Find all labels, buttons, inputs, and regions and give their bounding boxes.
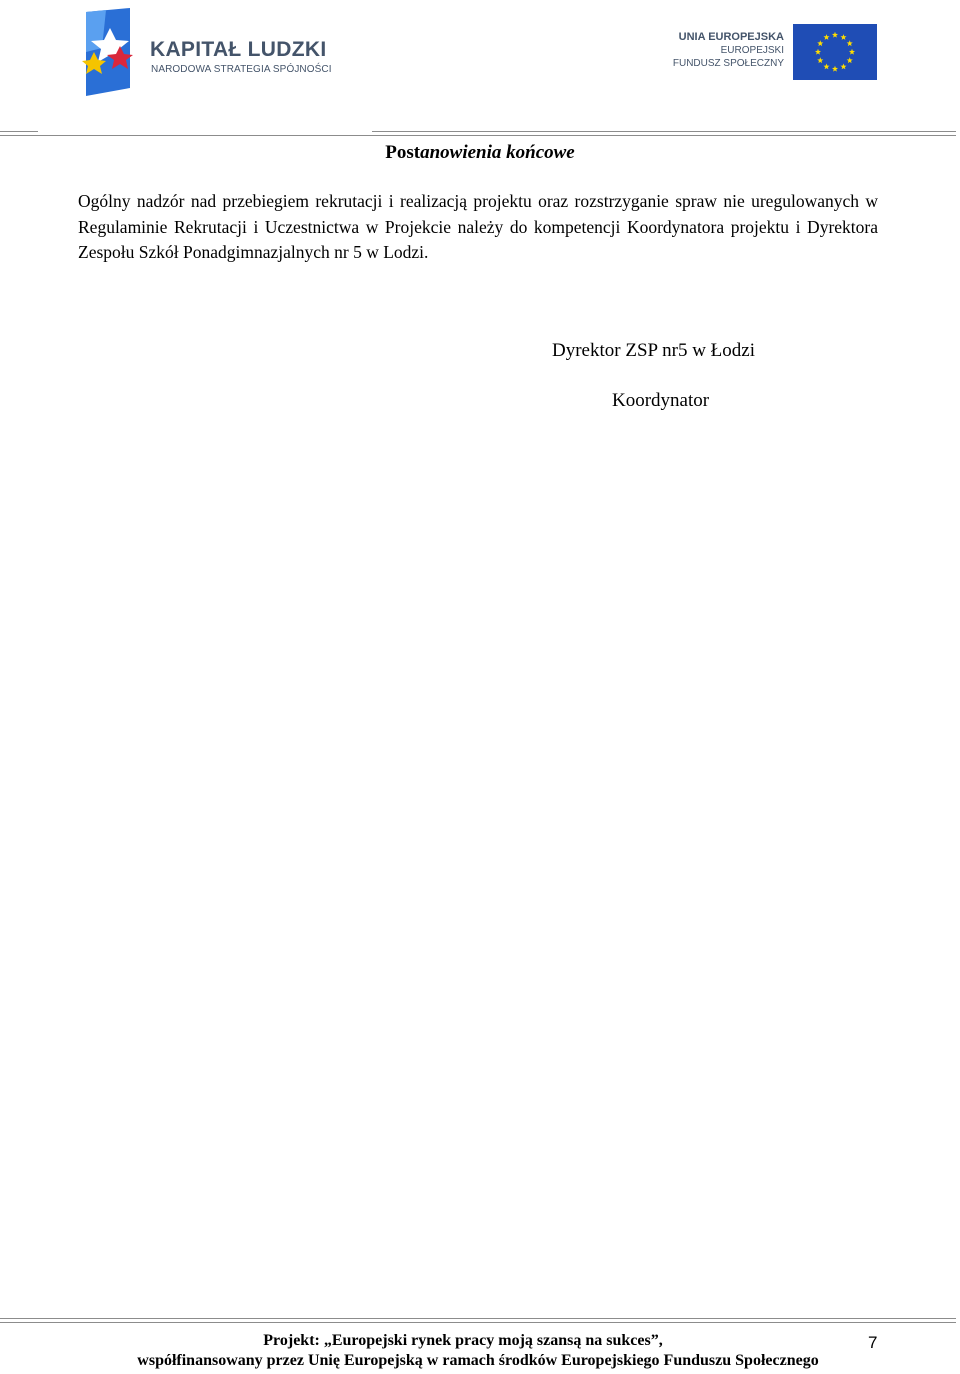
logo-title: KAPITAŁ LUDZKI xyxy=(150,38,327,61)
eu-logo-text xyxy=(673,30,784,70)
header-rule-left xyxy=(0,131,38,132)
footer-funding-line: współfinansowany przez Unię Europejską w ramach środków Europejskiego Funduszu Społecznego xyxy=(137,1352,819,1369)
eu-logo-line3: FUNDUSZ SPOŁECZNY xyxy=(672,58,784,69)
eu-logo-line2: EUROPEJSKI xyxy=(720,45,784,56)
logo-subtitle: NARODOWA STRATEGIA SPÓJNOŚCI xyxy=(151,64,332,75)
footer-project-line: Projekt: „Europejski rynek pracy moją szansą na sukces”, xyxy=(263,1332,663,1349)
footer-rule-bottom xyxy=(0,1322,956,1323)
eu-flag-icon xyxy=(793,24,877,80)
eu-social-fund-logo xyxy=(660,22,880,82)
section-title-part2: anowienia końcowe xyxy=(420,142,575,163)
header-rule-full xyxy=(0,135,956,136)
eu-logo-line1: UNIA EUROPEJSKA xyxy=(678,31,784,43)
header-rule-main xyxy=(372,131,956,132)
section-title xyxy=(0,142,960,164)
signature-coordinator: Koordynator xyxy=(612,390,710,411)
kapital-ludzki-logo xyxy=(80,8,350,98)
section-title-part1: Post xyxy=(385,142,421,163)
main-paragraph: Ogólny nadzór nad przebiegiem rekrutacji i realizacją projektu oraz rozstrzyganie spraw nie uregulowanych w Regulaminie Rekrutacji i Uczestnictwa w Projekcie należy do kompetencji Koordynatora projektu i Dyrektora Zespołu Szkół Ponadgimnazjalnych nr 5 w Lodzi. xyxy=(78,191,878,262)
footer-rule-top xyxy=(0,1318,956,1319)
kapital-ludzki-emblem-icon xyxy=(80,8,136,96)
page-number: 7 xyxy=(868,1333,878,1352)
signature-director: Dyrektor ZSP nr5 w Łodzi xyxy=(552,340,755,361)
